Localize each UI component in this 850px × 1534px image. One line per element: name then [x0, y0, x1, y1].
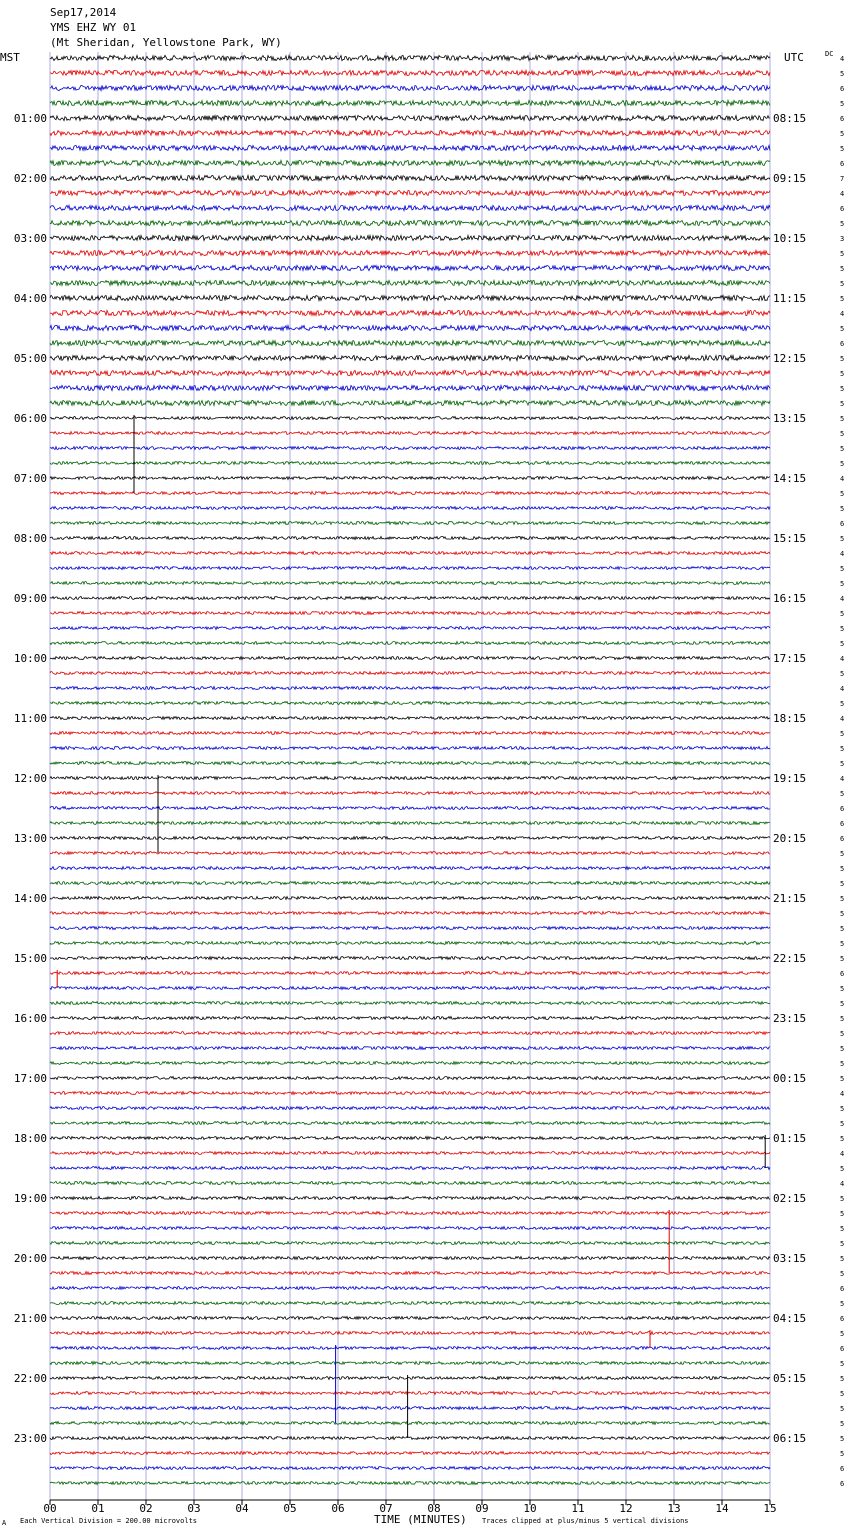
trace-row — [50, 477, 770, 480]
trace-row — [50, 1272, 770, 1275]
dc-offset-label: 5 — [840, 985, 845, 993]
left-hour-label: 10:00 — [13, 652, 47, 665]
corner-mark: A — [2, 1519, 7, 1527]
trace-row — [50, 462, 770, 465]
scale-note: Each Vertical Division = 200.00 microvolts — [20, 1517, 198, 1525]
trace-row — [50, 582, 770, 585]
left-hour-label: 07:00 — [13, 472, 47, 485]
dc-offset-label: 4 — [840, 775, 845, 783]
dc-offset-label: 4 — [840, 595, 845, 603]
left-hour-label: 20:00 — [13, 1252, 47, 1265]
right-hour-label: 05:15 — [773, 1372, 807, 1385]
dc-offset-label: 5 — [840, 370, 845, 378]
dc-offset-label: 6 — [840, 160, 845, 168]
trace-row — [50, 672, 770, 675]
left-hour-label: 11:00 — [13, 712, 47, 725]
dc-offset-label: 5 — [840, 745, 845, 753]
dc-offset-label: 5 — [840, 1135, 845, 1143]
header-location: (Mt Sheridan, Yellowstone Park, WY) — [50, 36, 282, 49]
right-hour-label: 16:15 — [773, 592, 807, 605]
trace-row — [50, 642, 770, 645]
x-tick-label: 01 — [91, 1502, 105, 1515]
dc-offset-label: 5 — [840, 1075, 845, 1083]
dc-offset-label: 4 — [840, 1090, 845, 1098]
right-hour-label: 08:15 — [773, 112, 807, 125]
dc-offset-label: 6 — [840, 970, 845, 978]
dc-offset-labels — [840, 55, 844, 1488]
left-hour-label: 12:00 — [13, 772, 47, 785]
dc-offset-label: 6 — [840, 85, 845, 93]
right-hour-label: 09:15 — [773, 172, 807, 185]
right-hour-label: 11:15 — [773, 292, 807, 305]
left-hour-label: 09:00 — [13, 592, 47, 605]
trace-row — [50, 340, 770, 345]
trace-row — [50, 927, 770, 930]
trace-row — [50, 507, 770, 510]
right-hour-label: 22:15 — [773, 952, 807, 965]
dc-offset-label: 5 — [840, 1405, 845, 1413]
trace-row — [50, 1467, 770, 1470]
dc-offset-label: 5 — [840, 1030, 845, 1038]
trace-row — [50, 55, 770, 60]
dc-offset-label: 5 — [840, 1195, 845, 1203]
x-tick-label: 14 — [715, 1502, 729, 1515]
dc-offset-label: 5 — [840, 505, 845, 513]
trace-row — [50, 145, 770, 150]
trace-row — [50, 942, 770, 945]
trace-row — [50, 1197, 770, 1200]
dc-offset-label: 5 — [840, 220, 845, 228]
trace-row — [50, 1347, 770, 1350]
dc-offset-label: 6 — [840, 835, 845, 843]
left-hour-label: 21:00 — [13, 1312, 47, 1325]
dc-offset-label: 5 — [840, 445, 845, 453]
trace-row — [50, 762, 770, 765]
trace-row — [50, 1062, 770, 1065]
dc-offset-label: 6 — [840, 205, 845, 213]
right-hour-label: 03:15 — [773, 1252, 807, 1265]
trace-row — [50, 1422, 770, 1425]
left-axis-label: MST — [0, 51, 20, 64]
right-hour-label: 17:15 — [773, 652, 807, 665]
dc-offset-label: 5 — [840, 910, 845, 918]
left-hour-label: 16:00 — [13, 1012, 47, 1025]
dc-offset-label: 5 — [840, 955, 845, 963]
dc-offset-label: 6 — [840, 820, 845, 828]
trace-row — [50, 385, 770, 390]
trace-row — [50, 432, 770, 435]
trace-row — [50, 492, 770, 495]
trace-row — [50, 100, 770, 105]
dc-offset-label: 7 — [840, 175, 845, 183]
trace-row — [50, 160, 770, 165]
dc-offset-label: 5 — [840, 1300, 845, 1308]
left-hour-label: 22:00 — [13, 1372, 47, 1385]
trace-row — [50, 1257, 770, 1260]
right-hour-label: 13:15 — [773, 412, 807, 425]
right-hour-label: 10:15 — [773, 232, 807, 245]
dc-offset-label: 5 — [840, 1210, 845, 1218]
trace-row — [50, 522, 770, 525]
trace-row — [50, 280, 770, 285]
right-hour-label: 21:15 — [773, 892, 807, 905]
trace-row — [50, 747, 770, 750]
trace-row — [50, 1317, 770, 1320]
dc-offset-label: 5 — [840, 100, 845, 108]
left-hour-label: 01:00 — [13, 112, 47, 125]
dc-offset-label: 6 — [840, 805, 845, 813]
trace-row — [50, 265, 770, 270]
dc-offset-label: 5 — [840, 145, 845, 153]
trace-row — [50, 732, 770, 735]
left-hour-label: 14:00 — [13, 892, 47, 905]
x-axis-title: TIME (MINUTES) — [374, 1513, 467, 1526]
trace-row — [50, 1392, 770, 1395]
dc-offset-label: 5 — [840, 730, 845, 738]
trace-row — [50, 867, 770, 870]
dc-offset-label: 5 — [840, 535, 845, 543]
trace-row — [50, 1362, 770, 1365]
trace-row — [50, 1377, 770, 1380]
trace-row — [50, 1047, 770, 1050]
header-date: Sep17,2014 — [50, 6, 117, 19]
dc-offset-label: 5 — [840, 1330, 845, 1338]
left-hour-label: 18:00 — [13, 1132, 47, 1145]
dc-offset-label: 5 — [840, 295, 845, 303]
trace-row — [50, 1437, 770, 1440]
dc-offset-label: 5 — [840, 355, 845, 363]
trace-row — [50, 310, 770, 315]
trace-row — [50, 1032, 770, 1035]
right-hour-label: 20:15 — [773, 832, 807, 845]
dc-offset-label: 5 — [840, 490, 845, 498]
dc-offset-label: 5 — [840, 1000, 845, 1008]
right-time-labels — [773, 112, 806, 1445]
dc-offset-label: 5 — [840, 1240, 845, 1248]
trace-row — [50, 1452, 770, 1455]
trace-row — [50, 1332, 770, 1335]
trace-row — [50, 612, 770, 615]
x-tick-label: 10 — [523, 1502, 537, 1515]
trace-row — [50, 400, 770, 405]
trace-row — [50, 1122, 770, 1125]
right-hour-label: 12:15 — [773, 352, 807, 365]
trace-row — [50, 85, 770, 90]
trace-row — [50, 897, 770, 900]
trace-row — [50, 1152, 770, 1155]
trace-row — [50, 1242, 770, 1245]
dc-offset-label: 5 — [840, 640, 845, 648]
trace-row — [50, 1482, 770, 1485]
dc-offset-label: 4 — [840, 55, 845, 63]
dc-offset-label: 5 — [840, 1165, 845, 1173]
dc-offset-label: 5 — [840, 625, 845, 633]
trace-row — [50, 295, 770, 300]
x-tick-label: 08 — [427, 1502, 441, 1515]
dc-offset-label: 5 — [840, 865, 845, 873]
left-hour-label: 04:00 — [13, 292, 47, 305]
right-hour-label: 00:15 — [773, 1072, 807, 1085]
right-hour-label: 19:15 — [773, 772, 807, 785]
right-hour-label: 06:15 — [773, 1432, 807, 1445]
dc-offset-label: 5 — [840, 130, 845, 138]
trace-row — [50, 70, 770, 75]
dc-offset-label: 5 — [840, 610, 845, 618]
trace-row — [50, 567, 770, 570]
dc-offset-label: 5 — [840, 265, 845, 273]
trace-row — [50, 1167, 770, 1170]
trace-row — [50, 355, 770, 360]
trace-row — [50, 912, 770, 915]
dc-offset-label: 5 — [840, 415, 845, 423]
x-tick-label: 09 — [475, 1502, 489, 1515]
trace-row — [50, 190, 770, 195]
dc-offset-label: 4 — [840, 475, 845, 483]
left-hour-label: 17:00 — [13, 1072, 47, 1085]
dc-offset-label: 5 — [840, 385, 845, 393]
right-hour-label: 23:15 — [773, 1012, 807, 1025]
right-axis-label: UTC — [784, 51, 804, 64]
x-tick-label: 00 — [43, 1502, 57, 1515]
dc-offset-label: 5 — [840, 70, 845, 78]
left-hour-label: 06:00 — [13, 412, 47, 425]
trace-row — [50, 1107, 770, 1110]
dc-offset-label: 5 — [840, 1450, 845, 1458]
dc-offset-label: 5 — [840, 250, 845, 258]
dc-offset-label: 5 — [840, 400, 845, 408]
trace-row — [50, 957, 770, 960]
x-tick-label: 05 — [283, 1502, 297, 1515]
trace-row — [50, 1287, 770, 1290]
trace-row — [50, 552, 770, 555]
dc-offset-label: 4 — [840, 550, 845, 558]
dc-offset-label: 5 — [840, 1360, 845, 1368]
trace-row — [50, 1002, 770, 1005]
dc-offset-label: 5 — [840, 1060, 845, 1068]
dc-offset-label: 5 — [840, 670, 845, 678]
dc-offset-label: 5 — [840, 1120, 845, 1128]
left-hour-label: 02:00 — [13, 172, 47, 185]
trace-row — [50, 1212, 770, 1215]
dc-offset-label: 4 — [840, 190, 845, 198]
trace-row — [50, 250, 770, 255]
left-hour-label: 13:00 — [13, 832, 47, 845]
dc-offset-label: 6 — [840, 1315, 845, 1323]
trace-row — [50, 220, 770, 225]
trace-row — [50, 597, 770, 600]
trace-row — [50, 1077, 770, 1080]
dc-offset-label: 6 — [840, 1465, 845, 1473]
trace-row — [50, 235, 770, 240]
trace-row — [50, 702, 770, 705]
trace-row — [50, 882, 770, 885]
x-tick-label: 15 — [763, 1502, 777, 1515]
dc-offset-label: 6 — [840, 1480, 845, 1488]
dc-offset-label: 3 — [840, 235, 845, 243]
right-hour-label: 14:15 — [773, 472, 807, 485]
dc-offset-label: 6 — [840, 1345, 845, 1353]
dc-offset-label: 5 — [840, 1105, 845, 1113]
dc-offset-label: 5 — [840, 880, 845, 888]
dc-offset-label: 4 — [840, 715, 845, 723]
trace-row — [50, 627, 770, 630]
trace-row — [50, 1407, 770, 1410]
dc-offset-label: 5 — [840, 790, 845, 798]
left-hour-label: 05:00 — [13, 352, 47, 365]
dc-offset-label: 5 — [840, 565, 845, 573]
x-tick-label: 02 — [139, 1502, 153, 1515]
right-hour-label: 01:15 — [773, 1132, 807, 1145]
trace-row — [50, 130, 770, 135]
trace-row — [50, 1137, 770, 1140]
x-tick-label: 03 — [187, 1502, 201, 1515]
right-hour-label: 18:15 — [773, 712, 807, 725]
dc-offset-label: 5 — [840, 850, 845, 858]
dc-offset-label: 4 — [840, 655, 845, 663]
left-time-labels — [14, 112, 47, 1445]
dc-offset-label: 5 — [840, 580, 845, 588]
dc-offset-label: 6 — [840, 1285, 845, 1293]
trace-row — [50, 687, 770, 690]
dc-offset-label: 5 — [840, 1255, 845, 1263]
trace-row — [50, 205, 770, 210]
right-hour-label: 04:15 — [773, 1312, 807, 1325]
dc-offset-label: 5 — [840, 925, 845, 933]
x-tick-label: 06 — [331, 1502, 345, 1515]
trace-row — [50, 537, 770, 540]
trace-row — [50, 115, 770, 120]
trace-row — [50, 325, 770, 330]
left-hour-label: 23:00 — [13, 1432, 47, 1445]
x-tick-label: 12 — [619, 1502, 633, 1515]
trace-row — [50, 1092, 770, 1095]
clip-note: Traces clipped at plus/minus 5 vertical divisions — [482, 1517, 689, 1525]
dc-offset-label: 5 — [840, 1270, 845, 1278]
right-hour-label: 15:15 — [773, 532, 807, 545]
trace-row — [50, 972, 770, 975]
trace-row — [50, 370, 770, 375]
trace-row — [50, 1302, 770, 1305]
x-tick-label: 11 — [571, 1502, 585, 1515]
dc-offset-label: 6 — [840, 115, 845, 123]
dc-offset-label: 5 — [840, 430, 845, 438]
trace-row — [50, 987, 770, 990]
trace-row — [50, 175, 770, 180]
left-hour-label: 08:00 — [13, 532, 47, 545]
dc-offset-label: 5 — [840, 325, 845, 333]
dc-offset-label: 5 — [840, 895, 845, 903]
x-tick-label: 07 — [379, 1502, 393, 1515]
dc-offset-label: 4 — [840, 685, 845, 693]
trace-row — [50, 447, 770, 450]
header-station: YMS EHZ WY 01 — [50, 21, 137, 34]
dc-offset-label: 5 — [840, 460, 845, 468]
dc-offset-label: 5 — [840, 700, 845, 708]
dc-offset-label: 5 — [840, 1390, 845, 1398]
dc-offset-label: 5 — [840, 760, 845, 768]
left-hour-label: 03:00 — [13, 232, 47, 245]
dc-offset-label: 5 — [840, 940, 845, 948]
right-hour-label: 02:15 — [773, 1192, 807, 1205]
dc-offset-label: 5 — [840, 1375, 845, 1383]
trace-row — [50, 717, 770, 720]
dc-offset-label: 5 — [840, 1420, 845, 1428]
dc-offset-label: 5 — [840, 1225, 845, 1233]
dc-offset-label: 5 — [840, 1015, 845, 1023]
x-tick-label: 13 — [667, 1502, 681, 1515]
left-hour-label: 15:00 — [13, 952, 47, 965]
dc-label: DC — [825, 50, 834, 58]
trace-row — [50, 1227, 770, 1230]
dc-offset-label: 6 — [840, 520, 845, 528]
trace-group — [50, 55, 770, 1484]
dc-offset-label: 4 — [840, 310, 845, 318]
dc-offset-label: 4 — [840, 1180, 845, 1188]
trace-row — [50, 417, 770, 420]
trace-row — [50, 1017, 770, 1020]
dc-offset-label: 5 — [840, 1045, 845, 1053]
x-tick-label: 04 — [235, 1502, 249, 1515]
trace-row — [50, 1182, 770, 1185]
dc-offset-label: 4 — [840, 1150, 845, 1158]
trace-row — [50, 657, 770, 660]
dc-offset-label: 6 — [840, 340, 845, 348]
dc-offset-label: 5 — [840, 280, 845, 288]
dc-offset-label: 5 — [840, 1435, 845, 1443]
left-hour-label: 19:00 — [13, 1192, 47, 1205]
